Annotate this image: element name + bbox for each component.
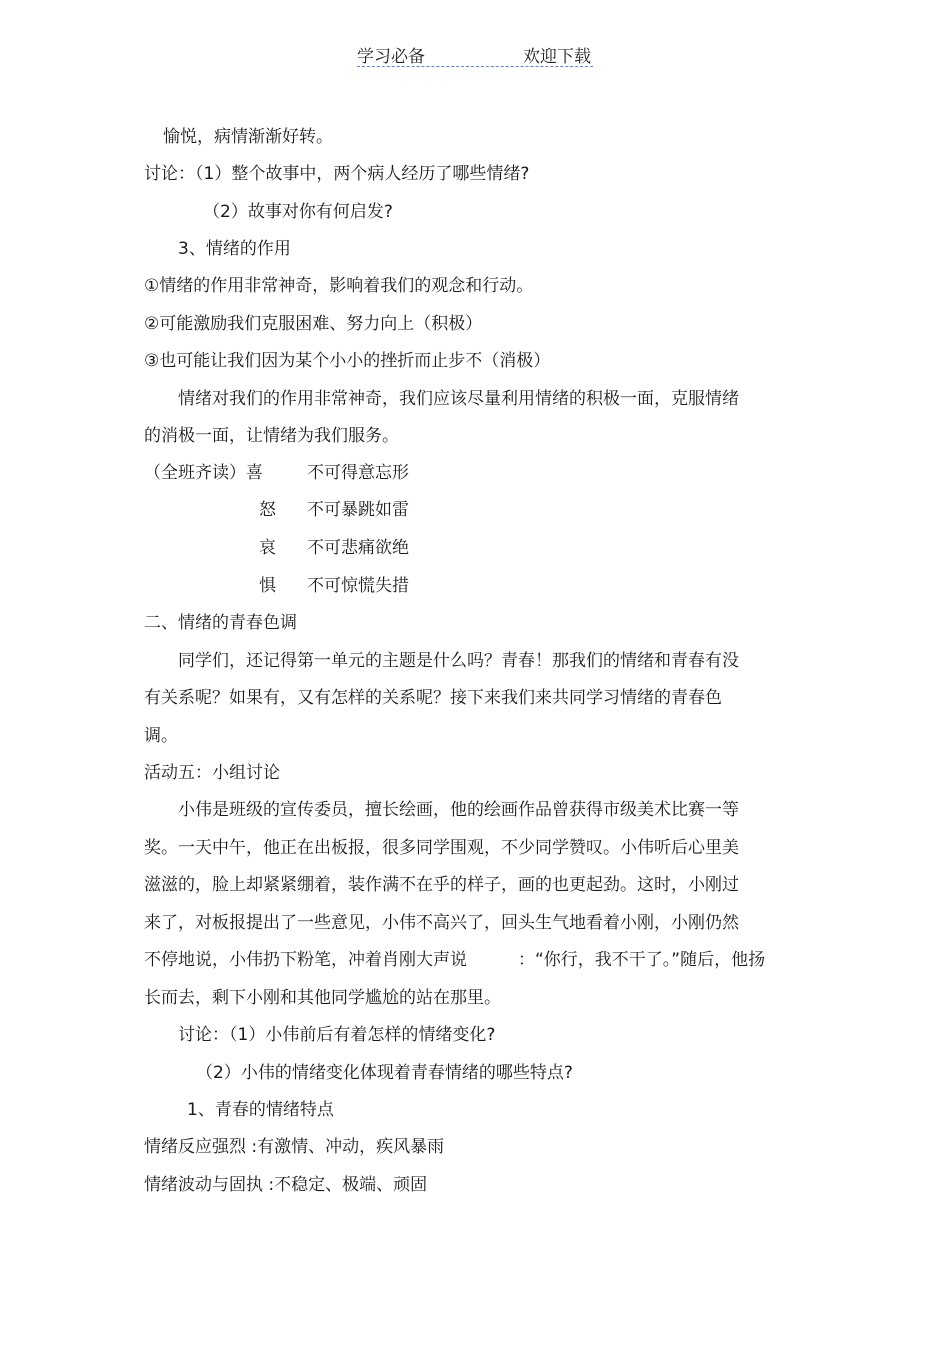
text-line: 来了，对板报提出了一些意见，小伟不高兴了，回头生气地看着小刚，小刚仍然 [144, 913, 739, 933]
header-left-text: 学习必备 [357, 47, 425, 67]
text-line: ：“你行，我不干了。”随后，他扬 [518, 950, 766, 970]
reading-label: （全班齐读）喜 [144, 463, 263, 483]
reading-phrase: 不可惊慌失措 [307, 576, 409, 596]
text-line: 的消极一面，让情绪为我们服务。 [144, 426, 399, 446]
reading-emotion: 哀 [259, 538, 276, 558]
section-heading: 二、情绪的青春色调 [144, 613, 297, 633]
section-heading: 活动五：小组讨论 [144, 763, 280, 783]
section-heading: 3、情绪的作用 [178, 239, 291, 259]
reading-emotion: 惧 [259, 576, 276, 596]
text-line: 小伟是班级的宣传委员，擅长绘画，他的绘画作品曾获得市级美术比赛一等 [178, 800, 739, 820]
page-header [357, 40, 593, 67]
text-line: 有关系呢？如果有，又有怎样的关系呢？接下来我们来共同学习情绪的青春色 [144, 688, 722, 708]
header-right-text: 欢迎下载 [523, 47, 591, 67]
text-line: ②可能激励我们克服困难、努力向上（积极） [144, 314, 483, 334]
text-line: 讨论：（1）小伟前后有着怎样的情绪变化? [178, 1025, 496, 1045]
text-line: 调。 [144, 726, 178, 746]
text-line: 滋滋的，脸上却紧紧绷着，装作满不在乎的样子，画的也更起劲。这时，小刚过 [144, 875, 739, 895]
text-line: 不停地说，小伟扔下粉笔，冲着肖刚大声说 [144, 950, 467, 970]
text-line: （2）小伟的情绪变化体现着青春情绪的哪些特点? [196, 1063, 573, 1083]
reading-phrase: 不可悲痛欲绝 [307, 538, 409, 558]
text-line: ①情绪的作用非常神奇，影响着我们的观念和行动。 [144, 276, 534, 296]
reading-emotion: 怒 [259, 500, 276, 520]
reading-phrase: 不可暴跳如雷 [307, 500, 409, 520]
text-line: 情绪反应强烈 :有激情、冲动，疾风暴雨 [144, 1137, 445, 1157]
section-heading: 1、青春的情绪特点 [187, 1100, 334, 1120]
text-line: 长而去，剩下小刚和其他同学尴尬的站在那里。 [144, 988, 501, 1008]
text-line: ③也可能让我们因为某个小小的挫折而止步不（消极） [144, 351, 551, 371]
text-line: （2）故事对你有何启发? [203, 202, 393, 222]
reading-phrase: 不可得意忘形 [307, 463, 409, 483]
text-line: 讨论：（1）整个故事中，两个病人经历了哪些情绪? [144, 164, 530, 184]
text-line: 愉悦，病情渐渐好转。 [163, 127, 333, 147]
text-line: 同学们，还记得第一单元的主题是什么吗？青春！那我们的情绪和青春有没 [178, 651, 739, 671]
text-line: 奖。一天中午，他正在出板报，很多同学围观，不少同学赞叹。小伟听后心里美 [144, 838, 739, 858]
text-line: 情绪波动与固执 :不稳定、极端、顽固 [144, 1175, 428, 1195]
text-line: 情绪对我们的作用非常神奇，我们应该尽量利用情绪的积极一面，克服情绪 [178, 389, 739, 409]
